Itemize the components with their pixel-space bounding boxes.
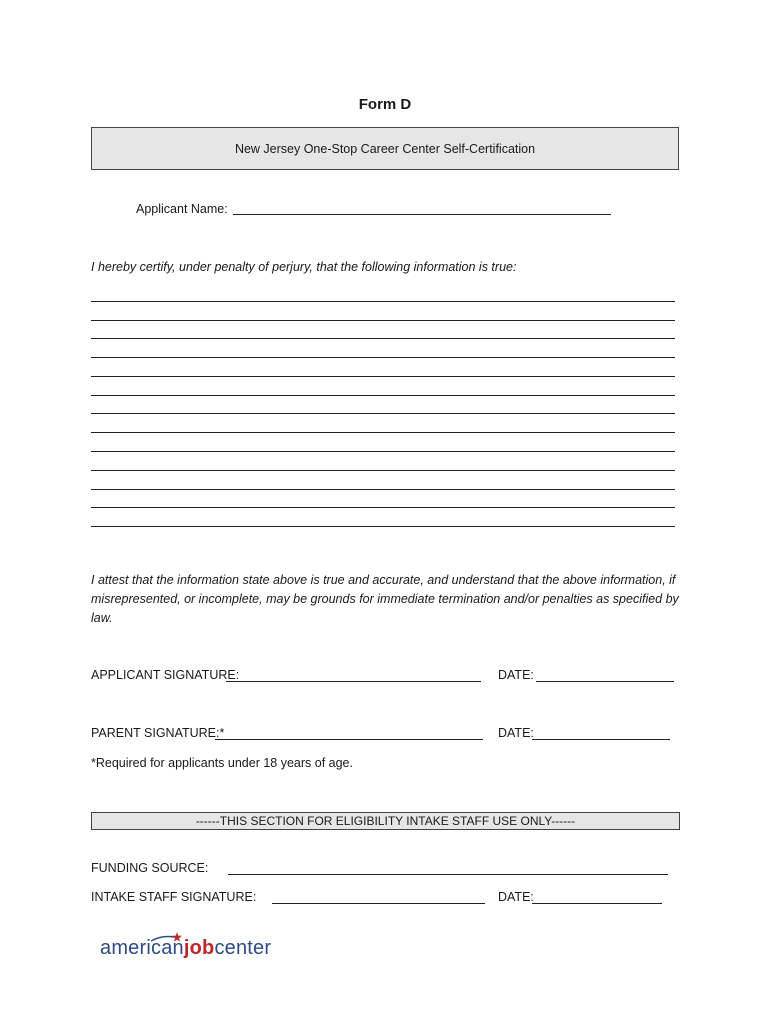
intake-signature-field[interactable]: [272, 903, 485, 904]
info-line[interactable]: [91, 489, 675, 490]
american-job-center-logo: [100, 937, 271, 960]
applicant-date-label: DATE:: [498, 668, 534, 682]
applicant-signature-label: APPLICANT SIGNATURE:: [91, 668, 240, 682]
applicant-signature-field[interactable]: [226, 681, 481, 682]
form-header-box: [91, 127, 679, 170]
info-line[interactable]: [91, 432, 675, 433]
form-title: Form D: [358, 96, 412, 113]
info-line[interactable]: [91, 357, 675, 358]
parent-date-label: DATE:: [498, 726, 534, 740]
logo-part-job: job: [183, 937, 215, 959]
parent-signature-label: PARENT SIGNATURE:*: [91, 726, 225, 740]
parent-signature-field[interactable]: [215, 739, 483, 740]
info-line[interactable]: [91, 301, 675, 302]
required-note: *Required for applicants under 18 years of age.: [91, 756, 353, 770]
info-line[interactable]: [91, 320, 675, 321]
info-line[interactable]: [91, 451, 675, 452]
funding-source-label: FUNDING SOURCE:: [91, 861, 209, 875]
intake-signature-label: INTAKE STAFF SIGNATURE:: [91, 890, 257, 904]
logo-part-center: center: [214, 937, 272, 959]
info-line[interactable]: [91, 413, 675, 414]
applicant-date-field[interactable]: [536, 681, 674, 682]
funding-source-field[interactable]: [228, 874, 668, 875]
parent-date-field[interactable]: [532, 739, 670, 740]
applicant-name-field[interactable]: [233, 214, 611, 215]
certify-statement: I hereby certify, under penalty of perjury, that the following information is true:: [91, 260, 517, 274]
logo-part-american: american: [100, 937, 184, 959]
info-line[interactable]: [91, 395, 675, 396]
info-line[interactable]: [91, 507, 675, 508]
intake-date-field[interactable]: [532, 903, 662, 904]
staff-section-banner: [91, 812, 680, 830]
applicant-name-label: Applicant Name:: [136, 202, 228, 216]
info-line[interactable]: [91, 376, 675, 377]
info-line[interactable]: [91, 338, 675, 339]
form-header-text: New Jersey One-Stop Career Center Self-Certification: [234, 141, 536, 156]
intake-date-label: DATE:: [498, 890, 534, 904]
attest-statement: I attest that the information state above is true and accurate, and understand that the above information, if misrepresented, or incomplete, may be grounds for immediate termination and/or penalties as specified by law.: [91, 573, 679, 625]
info-line[interactable]: [91, 526, 675, 527]
info-line[interactable]: [91, 470, 675, 471]
staff-section-text: ------THIS SECTION FOR ELIGIBILITY INTAKE STAFF USE ONLY------: [195, 814, 576, 828]
